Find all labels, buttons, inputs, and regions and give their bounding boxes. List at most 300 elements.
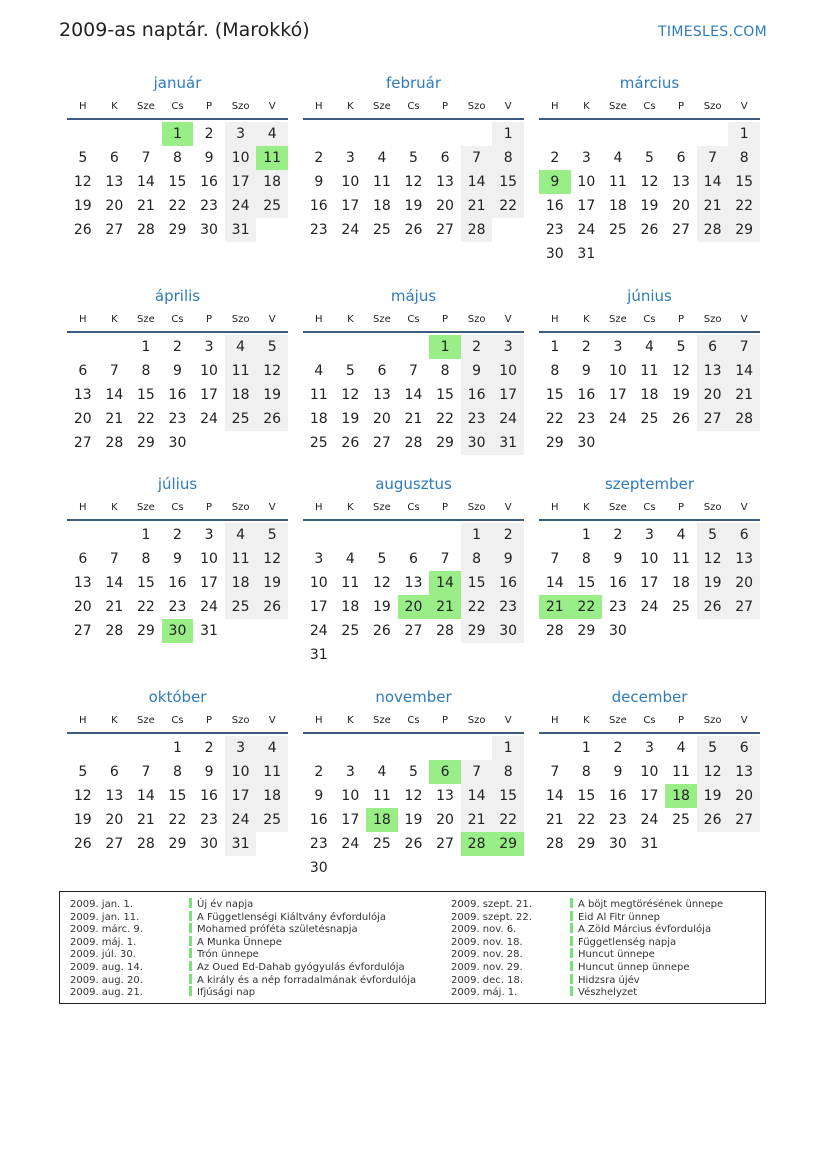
day-cell: 18 bbox=[256, 784, 288, 808]
holiday-row bbox=[451, 948, 723, 961]
day-cell: 11 bbox=[256, 760, 288, 784]
day-cell: 9 bbox=[581, 363, 591, 379]
day-cell: 29 bbox=[577, 836, 596, 852]
holiday-row bbox=[70, 923, 416, 936]
day-cell: 26 bbox=[256, 595, 288, 619]
day-cell: 24 bbox=[225, 808, 257, 832]
weekday-header bbox=[67, 309, 288, 333]
weekday-label: Sze bbox=[609, 314, 627, 325]
weekday-label: Cs bbox=[407, 314, 420, 325]
weekday-label: Szo bbox=[703, 715, 722, 726]
day-cell: 31 bbox=[640, 836, 659, 852]
empty-cell bbox=[303, 122, 335, 146]
day-cell: 23 bbox=[200, 812, 218, 828]
weekday-label: P bbox=[206, 101, 213, 112]
day-cell: 4 bbox=[645, 339, 654, 355]
weekday-label: P bbox=[206, 715, 213, 726]
day-cell: 4 bbox=[676, 740, 686, 756]
day-cell: 6 bbox=[78, 363, 88, 379]
day-cell: 18 bbox=[672, 575, 690, 591]
day-cell: 11 bbox=[372, 788, 391, 804]
day-cell: 18 bbox=[372, 198, 391, 214]
day-cell: 16 bbox=[309, 812, 328, 828]
holiday-date: 2009. nov. 28. bbox=[451, 949, 523, 961]
day-cell: 7 bbox=[109, 363, 119, 379]
day-cell: 18 bbox=[225, 383, 257, 407]
weekday-label: V bbox=[740, 314, 748, 325]
day-grid bbox=[67, 122, 288, 242]
empty-cell bbox=[461, 736, 493, 760]
day-cell: 14 bbox=[461, 784, 493, 808]
holiday-date: 2009. máj. 1. bbox=[70, 936, 137, 948]
weekday-label: Sze bbox=[137, 314, 155, 325]
weekday-label: P bbox=[678, 715, 685, 726]
day-cell: 15 bbox=[136, 387, 155, 403]
weekday-label: Szo bbox=[703, 502, 722, 513]
day-cell: 3 bbox=[314, 551, 324, 567]
day-cell: 7 bbox=[728, 335, 760, 359]
day-cell: 13 bbox=[105, 174, 124, 190]
holiday-name: Mohamed próféta születésnapja bbox=[197, 924, 358, 936]
empty-cell bbox=[398, 335, 430, 359]
day-cell: 31 bbox=[225, 832, 257, 856]
day-cell: 8 bbox=[550, 363, 560, 379]
weekday-label: V bbox=[740, 101, 748, 112]
holiday-list-left bbox=[70, 898, 416, 999]
day-cell: 15 bbox=[168, 174, 187, 190]
holiday-marker bbox=[189, 911, 192, 921]
holiday-marker bbox=[570, 936, 573, 946]
day-cell: 2 bbox=[173, 527, 182, 543]
empty-cell bbox=[366, 736, 398, 760]
weekday-label: Szo bbox=[703, 101, 722, 112]
weekday-label: K bbox=[583, 101, 590, 112]
day-cell: 20 bbox=[728, 571, 760, 595]
holiday-day-cell: 1 bbox=[429, 335, 461, 359]
day-cell: 2 bbox=[461, 335, 493, 359]
holiday-day-cell: 21 bbox=[539, 595, 571, 619]
month-name: április bbox=[154, 287, 201, 305]
day-cell: 24 bbox=[341, 222, 360, 238]
day-cell: 8 bbox=[492, 146, 524, 170]
holiday-day-cell: 28 bbox=[461, 832, 493, 856]
weekday-label: K bbox=[583, 715, 590, 726]
holiday-day-cell: 20 bbox=[398, 595, 430, 619]
weekday-label: Sze bbox=[609, 715, 627, 726]
day-cell: 30 bbox=[608, 623, 627, 639]
day-cell: 13 bbox=[728, 547, 760, 571]
weekday-label: H bbox=[79, 502, 87, 513]
month-name: július bbox=[157, 475, 198, 493]
holiday-day-cell: 14 bbox=[429, 571, 461, 595]
day-cell: 22 bbox=[168, 812, 187, 828]
weekday-label: Cs bbox=[171, 502, 184, 513]
empty-cell bbox=[335, 736, 367, 760]
day-cell: 25 bbox=[608, 222, 627, 238]
day-cell: 27 bbox=[73, 623, 92, 639]
empty-cell bbox=[303, 736, 335, 760]
day-cell: 18 bbox=[608, 198, 627, 214]
empty-cell bbox=[335, 523, 367, 547]
day-cell: 22 bbox=[136, 599, 155, 615]
day-cell: 9 bbox=[461, 359, 493, 383]
day-cell: 20 bbox=[105, 812, 124, 828]
day-cell: 1 bbox=[461, 523, 493, 547]
day-cell: 19 bbox=[672, 387, 690, 403]
weekday-label: Szo bbox=[231, 715, 250, 726]
day-cell: 28 bbox=[404, 435, 423, 451]
weekday-label: V bbox=[504, 715, 512, 726]
day-cell: 28 bbox=[105, 435, 124, 451]
weekday-label: H bbox=[315, 314, 323, 325]
weekday-label: V bbox=[740, 715, 748, 726]
empty-cell bbox=[67, 523, 99, 547]
day-cell: 19 bbox=[73, 812, 92, 828]
day-cell: 11 bbox=[309, 387, 328, 403]
weekday-label: Szo bbox=[467, 715, 486, 726]
day-cell: 31 bbox=[309, 647, 328, 663]
day-cell: 13 bbox=[436, 788, 454, 804]
day-cell: 30 bbox=[608, 836, 627, 852]
day-cell: 23 bbox=[608, 599, 627, 615]
weekday-label: Sze bbox=[373, 101, 391, 112]
empty-cell bbox=[398, 523, 430, 547]
day-cell: 25 bbox=[672, 599, 690, 615]
day-cell: 10 bbox=[200, 363, 218, 379]
day-grid bbox=[303, 736, 524, 880]
day-cell: 29 bbox=[168, 836, 187, 852]
day-cell: 8 bbox=[581, 764, 591, 780]
holiday-name: Új év napja bbox=[197, 899, 254, 910]
weekday-header bbox=[67, 96, 288, 120]
empty-cell bbox=[398, 736, 430, 760]
day-cell: 12 bbox=[73, 788, 92, 804]
empty-cell bbox=[602, 122, 634, 146]
day-cell: 21 bbox=[728, 383, 760, 407]
day-cell: 6 bbox=[109, 764, 119, 780]
day-cell: 17 bbox=[200, 575, 218, 591]
day-cell: 22 bbox=[728, 194, 760, 218]
day-cell: 10 bbox=[200, 551, 218, 567]
day-cell: 12 bbox=[256, 547, 288, 571]
month-block bbox=[303, 471, 524, 667]
day-cell: 15 bbox=[728, 170, 760, 194]
holiday-day-cell: 21 bbox=[429, 595, 461, 619]
holiday-marker bbox=[570, 911, 573, 921]
day-cell: 15 bbox=[577, 575, 596, 591]
day-cell: 3 bbox=[492, 335, 524, 359]
holiday-name: Ifjúsági nap bbox=[197, 987, 256, 999]
holiday-name: A böjt megtörésének ünnepe bbox=[578, 899, 724, 910]
weekday-label: Cs bbox=[171, 314, 184, 325]
holiday-date: 2009. máj. 1. bbox=[451, 987, 518, 999]
day-cell: 8 bbox=[581, 551, 591, 567]
day-cell: 10 bbox=[608, 363, 627, 379]
day-cell: 21 bbox=[545, 812, 564, 828]
day-cell: 7 bbox=[550, 764, 560, 780]
weekday-label: K bbox=[583, 502, 590, 513]
weekday-label: Cs bbox=[171, 101, 184, 112]
weekday-label: Sze bbox=[609, 502, 627, 513]
day-cell: 17 bbox=[577, 198, 596, 214]
weekday-label: H bbox=[551, 502, 559, 513]
day-cell: 24 bbox=[309, 623, 328, 639]
holiday-name: Vészhelyzet bbox=[578, 987, 638, 999]
day-cell: 1 bbox=[141, 339, 151, 355]
day-cell: 3 bbox=[345, 150, 355, 166]
day-cell: 13 bbox=[372, 387, 391, 403]
empty-cell bbox=[335, 122, 367, 146]
day-cell: 2 bbox=[204, 126, 214, 142]
day-cell: 4 bbox=[676, 527, 686, 543]
day-cell: 17 bbox=[341, 812, 360, 828]
brand-link[interactable]: TIMESLES.COM bbox=[658, 24, 767, 40]
day-cell: 14 bbox=[697, 170, 729, 194]
day-cell: 7 bbox=[461, 146, 493, 170]
day-cell: 23 bbox=[608, 812, 627, 828]
day-cell: 5 bbox=[409, 764, 418, 780]
day-cell: 7 bbox=[440, 551, 450, 567]
weekday-label: P bbox=[678, 314, 685, 325]
day-cell: 13 bbox=[404, 575, 423, 591]
day-cell: 29 bbox=[461, 619, 493, 643]
day-grid bbox=[303, 523, 524, 667]
day-cell: 9 bbox=[492, 547, 524, 571]
day-cell: 20 bbox=[697, 383, 729, 407]
day-grid bbox=[539, 335, 760, 455]
day-cell: 5 bbox=[78, 764, 88, 780]
day-cell: 1 bbox=[728, 122, 760, 146]
day-cell: 2 bbox=[581, 339, 591, 355]
weekday-label: Sze bbox=[137, 101, 155, 112]
holiday-row bbox=[70, 936, 416, 949]
weekday-label: Szo bbox=[467, 502, 486, 513]
day-cell: 16 bbox=[309, 198, 328, 214]
day-cell: 28 bbox=[728, 407, 760, 431]
empty-cell bbox=[67, 122, 99, 146]
day-cell: 8 bbox=[173, 764, 182, 780]
holiday-row bbox=[70, 948, 416, 961]
empty-cell bbox=[461, 122, 493, 146]
day-cell: 29 bbox=[168, 222, 187, 238]
day-cell: 21 bbox=[461, 194, 493, 218]
holiday-row bbox=[451, 911, 723, 924]
day-cell: 1 bbox=[581, 740, 591, 756]
empty-cell bbox=[398, 122, 430, 146]
day-grid bbox=[67, 736, 288, 856]
empty-cell bbox=[665, 122, 697, 146]
day-cell: 5 bbox=[676, 339, 686, 355]
holiday-date: 2009. márc. 9. bbox=[70, 924, 143, 936]
weekday-label: K bbox=[347, 314, 354, 325]
day-cell: 12 bbox=[640, 174, 659, 190]
day-cell: 17 bbox=[640, 575, 659, 591]
day-cell: 1 bbox=[492, 122, 524, 146]
day-cell: 13 bbox=[73, 575, 92, 591]
weekday-label: Szo bbox=[467, 314, 486, 325]
day-cell: 9 bbox=[613, 764, 623, 780]
day-cell: 27 bbox=[404, 623, 423, 639]
empty-cell bbox=[429, 523, 461, 547]
day-cell: 7 bbox=[109, 551, 119, 567]
day-cell: 23 bbox=[461, 407, 493, 431]
day-cell: 29 bbox=[136, 435, 155, 451]
day-grid bbox=[67, 335, 288, 455]
day-cell: 3 bbox=[204, 339, 214, 355]
day-cell: 19 bbox=[73, 198, 92, 214]
day-cell: 27 bbox=[697, 407, 729, 431]
day-cell: 6 bbox=[676, 150, 686, 166]
empty-cell bbox=[99, 335, 131, 359]
day-cell: 24 bbox=[608, 411, 627, 427]
day-cell: 16 bbox=[608, 788, 627, 804]
holiday-row bbox=[70, 961, 416, 974]
day-cell: 19 bbox=[256, 383, 288, 407]
day-cell: 12 bbox=[256, 359, 288, 383]
holiday-marker bbox=[570, 974, 573, 984]
day-cell: 21 bbox=[136, 198, 155, 214]
empty-cell bbox=[99, 523, 131, 547]
day-cell: 4 bbox=[613, 150, 623, 166]
empty-cell bbox=[335, 335, 367, 359]
weekday-label: Sze bbox=[373, 502, 391, 513]
weekday-label: H bbox=[79, 715, 87, 726]
empty-cell bbox=[67, 736, 99, 760]
day-cell: 28 bbox=[136, 836, 155, 852]
day-cell: 15 bbox=[577, 788, 596, 804]
holiday-row bbox=[70, 911, 416, 924]
weekday-header bbox=[539, 309, 760, 333]
holiday-row bbox=[70, 986, 416, 999]
empty-cell bbox=[429, 122, 461, 146]
holiday-day-cell: 18 bbox=[366, 808, 398, 832]
day-cell: 16 bbox=[200, 174, 218, 190]
day-cell: 1 bbox=[492, 736, 524, 760]
month-block bbox=[67, 70, 288, 242]
day-grid bbox=[303, 122, 524, 242]
day-cell: 10 bbox=[640, 764, 659, 780]
day-cell: 25 bbox=[309, 435, 328, 451]
day-cell: 4 bbox=[377, 764, 387, 780]
day-cell: 13 bbox=[672, 174, 690, 190]
day-cell: 19 bbox=[372, 599, 391, 615]
day-cell: 6 bbox=[78, 551, 88, 567]
empty-cell bbox=[366, 335, 398, 359]
day-cell: 5 bbox=[256, 523, 288, 547]
day-cell: 3 bbox=[204, 527, 214, 543]
day-cell: 13 bbox=[73, 387, 92, 403]
holiday-date: 2009. nov. 6. bbox=[451, 924, 517, 936]
month-name: június bbox=[627, 287, 672, 305]
holiday-date: 2009. nov. 29. bbox=[451, 961, 523, 973]
day-cell: 5 bbox=[697, 523, 729, 547]
day-cell: 16 bbox=[200, 788, 218, 804]
day-cell: 19 bbox=[697, 784, 729, 808]
day-cell: 11 bbox=[372, 174, 391, 190]
day-cell: 17 bbox=[309, 599, 328, 615]
weekday-label: Sze bbox=[373, 715, 391, 726]
day-cell: 26 bbox=[404, 222, 423, 238]
day-cell: 18 bbox=[341, 599, 360, 615]
holiday-row bbox=[451, 974, 723, 987]
empty-cell bbox=[539, 736, 571, 760]
day-cell: 21 bbox=[461, 808, 493, 832]
weekday-header bbox=[67, 497, 288, 521]
day-cell: 20 bbox=[728, 784, 760, 808]
day-grid bbox=[67, 523, 288, 643]
day-cell: 27 bbox=[728, 595, 760, 619]
day-cell: 29 bbox=[728, 218, 760, 242]
day-cell: 24 bbox=[492, 407, 524, 431]
day-cell: 7 bbox=[409, 363, 418, 379]
holiday-row bbox=[451, 936, 723, 949]
day-cell: 28 bbox=[697, 218, 729, 242]
day-cell: 20 bbox=[73, 599, 92, 615]
day-cell: 28 bbox=[436, 623, 454, 639]
weekday-label: P bbox=[206, 502, 213, 513]
weekday-label: Cs bbox=[643, 101, 656, 112]
page-title: 2009-as naptár. (Marokkó) bbox=[59, 19, 310, 41]
day-cell: 19 bbox=[341, 411, 360, 427]
day-grid bbox=[539, 523, 760, 643]
day-cell: 27 bbox=[372, 435, 391, 451]
weekday-label: V bbox=[268, 101, 276, 112]
weekday-label: Cs bbox=[407, 101, 420, 112]
day-grid bbox=[303, 335, 524, 455]
day-cell: 5 bbox=[78, 150, 88, 166]
weekday-label: V bbox=[504, 314, 512, 325]
day-cell: 3 bbox=[345, 764, 355, 780]
day-cell: 11 bbox=[672, 551, 690, 567]
weekday-label: P bbox=[442, 314, 449, 325]
day-cell: 16 bbox=[168, 387, 187, 403]
day-cell: 4 bbox=[314, 363, 324, 379]
day-cell: 9 bbox=[613, 551, 623, 567]
holiday-day-cell: 18 bbox=[665, 784, 697, 808]
holiday-name: Huncut ünnep ünnepe bbox=[578, 961, 690, 973]
month-block bbox=[67, 283, 288, 455]
day-cell: 15 bbox=[545, 387, 564, 403]
day-cell: 7 bbox=[550, 551, 560, 567]
weekday-label: Cs bbox=[407, 502, 420, 513]
month-block bbox=[539, 471, 760, 643]
weekday-label: H bbox=[551, 314, 559, 325]
day-cell: 5 bbox=[377, 551, 387, 567]
day-cell: 21 bbox=[136, 812, 155, 828]
day-cell: 25 bbox=[372, 836, 391, 852]
day-cell: 24 bbox=[200, 411, 218, 427]
day-cell: 8 bbox=[141, 363, 151, 379]
day-cell: 7 bbox=[141, 764, 151, 780]
empty-cell bbox=[130, 122, 162, 146]
day-cell: 6 bbox=[697, 335, 729, 359]
day-cell: 21 bbox=[404, 411, 423, 427]
day-cell: 1 bbox=[173, 740, 182, 756]
month-name: december bbox=[611, 688, 688, 706]
weekday-label: P bbox=[678, 101, 685, 112]
day-cell: 30 bbox=[309, 860, 328, 876]
day-cell: 9 bbox=[173, 363, 182, 379]
day-cell: 15 bbox=[136, 575, 155, 591]
holiday-date: 2009. nov. 18. bbox=[451, 936, 523, 948]
holiday-day-cell: 30 bbox=[162, 619, 194, 643]
day-cell: 9 bbox=[173, 551, 182, 567]
day-cell: 23 bbox=[168, 411, 187, 427]
weekday-label: P bbox=[442, 715, 449, 726]
day-cell: 21 bbox=[105, 411, 124, 427]
day-cell: 4 bbox=[377, 150, 387, 166]
holiday-day-cell: 1 bbox=[162, 122, 194, 146]
